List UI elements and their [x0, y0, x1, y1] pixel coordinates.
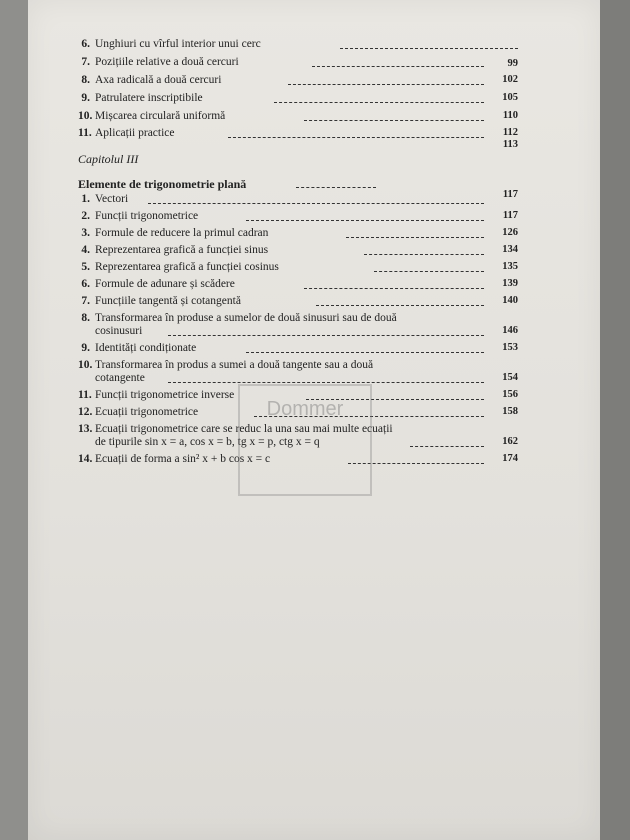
- toc-entry: [78, 261, 518, 275]
- entry-title: Unghiuri cu vîrful interior unui cerc: [95, 38, 261, 50]
- dot-leader: [228, 137, 484, 138]
- entry-title: Funcții trigonometrice: [95, 210, 199, 222]
- entry-title: Vectori: [95, 193, 129, 205]
- dot-leader: [246, 352, 484, 353]
- dot-leader: [346, 237, 484, 238]
- watermark-logo: [238, 384, 372, 496]
- toc-entry-continuation: [78, 325, 518, 339]
- dot-leader: [374, 271, 484, 272]
- entry-page: 117: [502, 210, 518, 221]
- entry-title: Funcții trigonometrice inverse: [95, 389, 235, 401]
- entry-title: Funcțiile tangentă și cotangentă: [95, 295, 241, 307]
- dot-leader: [246, 220, 484, 221]
- entry-page: 158: [502, 406, 518, 417]
- entry-title: Ecuații trigonometrice: [95, 406, 199, 418]
- toc-entry: [78, 110, 518, 124]
- entry-page: 154: [502, 372, 518, 383]
- entry-number: 10.: [78, 110, 93, 122]
- entry-page: 146: [502, 325, 518, 336]
- entry-title: Identități condiționate: [95, 342, 197, 354]
- toc-entry: [78, 342, 518, 356]
- entry-title-continued: cotangente: [95, 372, 145, 384]
- entry-title-continued: cosinusuri: [95, 325, 143, 337]
- entry-number: 14.: [78, 453, 93, 465]
- dot-leader: [340, 48, 518, 49]
- entry-page: 162: [502, 436, 518, 447]
- toc-entry: [78, 295, 518, 309]
- dot-leader: [296, 187, 376, 188]
- entry-page: 113: [502, 139, 518, 150]
- entry-number: 8.: [81, 312, 90, 324]
- toc-entry: [78, 92, 518, 106]
- entry-number: 11.: [78, 389, 92, 401]
- page-edge: [600, 0, 630, 840]
- entry-page: 134: [502, 244, 518, 255]
- entry-number: 11.: [78, 127, 92, 139]
- toc-entry: [78, 193, 518, 207]
- entry-number: 2.: [81, 210, 90, 222]
- entry-title: Transformarea în produse a sumelor de două sinusuri sau de două: [95, 312, 397, 324]
- dot-leader: [274, 102, 484, 103]
- toc-entry: [78, 139, 518, 153]
- dot-leader: [304, 120, 484, 121]
- entry-number: 3.: [81, 227, 90, 239]
- entry-title: Formule de reducere la primul cadran: [95, 227, 269, 239]
- entry-number: 10.: [78, 359, 93, 371]
- toc-entry: [78, 210, 518, 224]
- entry-page: 139: [502, 278, 518, 289]
- entry-title-continued: de tipurile sin x = a, cos x = b, tg x = p, ctg x = q: [95, 436, 320, 448]
- toc-entry: [78, 56, 518, 70]
- entry-number: 4.: [81, 244, 90, 256]
- watermark-text: Dommer: [266, 398, 344, 420]
- toc-entry: [78, 359, 518, 373]
- entry-page: 102: [502, 74, 518, 85]
- entry-title: Transformarea în produs a sumei a două tangente sau a două: [95, 359, 374, 371]
- dot-leader: [364, 254, 484, 255]
- dot-leader: [148, 203, 484, 204]
- chapter-title: Capitolul III: [78, 152, 139, 166]
- dot-leader: [168, 382, 484, 383]
- entry-number: 1.: [81, 193, 90, 205]
- toc-entry: [78, 227, 518, 241]
- entry-number: 9.: [81, 92, 90, 104]
- dot-leader: [410, 446, 484, 447]
- entry-page: 112: [502, 127, 518, 138]
- entry-title: Reprezentarea grafică a funcției sinus: [95, 244, 269, 256]
- entry-number: 5.: [81, 261, 90, 273]
- entry-page: 117: [502, 189, 518, 200]
- entry-number: 12.: [78, 406, 93, 418]
- dot-leader: [304, 288, 484, 289]
- entry-title: Reprezentarea grafică a funcției cosinus: [95, 261, 279, 273]
- dot-leader: [316, 305, 484, 306]
- dot-leader: [288, 84, 484, 85]
- entry-title: Ecuații trigonometrice care se reduc la una sau mai multe ecuații: [95, 423, 393, 435]
- entry-page: 153: [502, 342, 518, 353]
- dot-leader: [312, 66, 484, 67]
- entry-page: 140: [502, 295, 518, 306]
- entry-title: Patrulatere inscriptibile: [95, 92, 203, 104]
- entry-title: Formule de adunare și scădere: [95, 278, 235, 290]
- entry-page: 105: [502, 92, 518, 103]
- entry-number: 6.: [81, 278, 90, 290]
- dot-leader: [168, 335, 484, 336]
- entry-title: Mișcarea circulară uniformă: [95, 110, 226, 122]
- entry-number: 9.: [81, 342, 90, 354]
- entry-title: Aplicații practice: [95, 127, 175, 139]
- section-title: Elemente de trigonometrie plană: [78, 177, 247, 191]
- entry-title: Pozițiile relative a două cercuri: [95, 56, 239, 68]
- entry-number: 6.: [81, 38, 90, 50]
- toc-entry: [78, 38, 518, 52]
- entry-page: 110: [502, 110, 518, 121]
- toc-entry: [78, 74, 518, 88]
- toc-entry: [78, 312, 518, 326]
- entry-number: 8.: [81, 74, 90, 86]
- entry-number: 7.: [81, 295, 90, 307]
- entry-page: 156: [502, 389, 518, 400]
- entry-number: 13.: [78, 423, 93, 435]
- entry-page: 174: [502, 453, 518, 464]
- entry-title: Axa radicală a două cercuri: [95, 74, 222, 86]
- entry-title: Ecuații de forma a sin² x + b cos x = c: [95, 453, 271, 465]
- entry-page: 99: [507, 58, 518, 69]
- entry-number: 7.: [81, 56, 90, 68]
- entry-page: 126: [502, 227, 518, 238]
- toc-entry: [78, 278, 518, 292]
- entry-page: 135: [502, 261, 518, 272]
- toc-entry: [78, 244, 518, 258]
